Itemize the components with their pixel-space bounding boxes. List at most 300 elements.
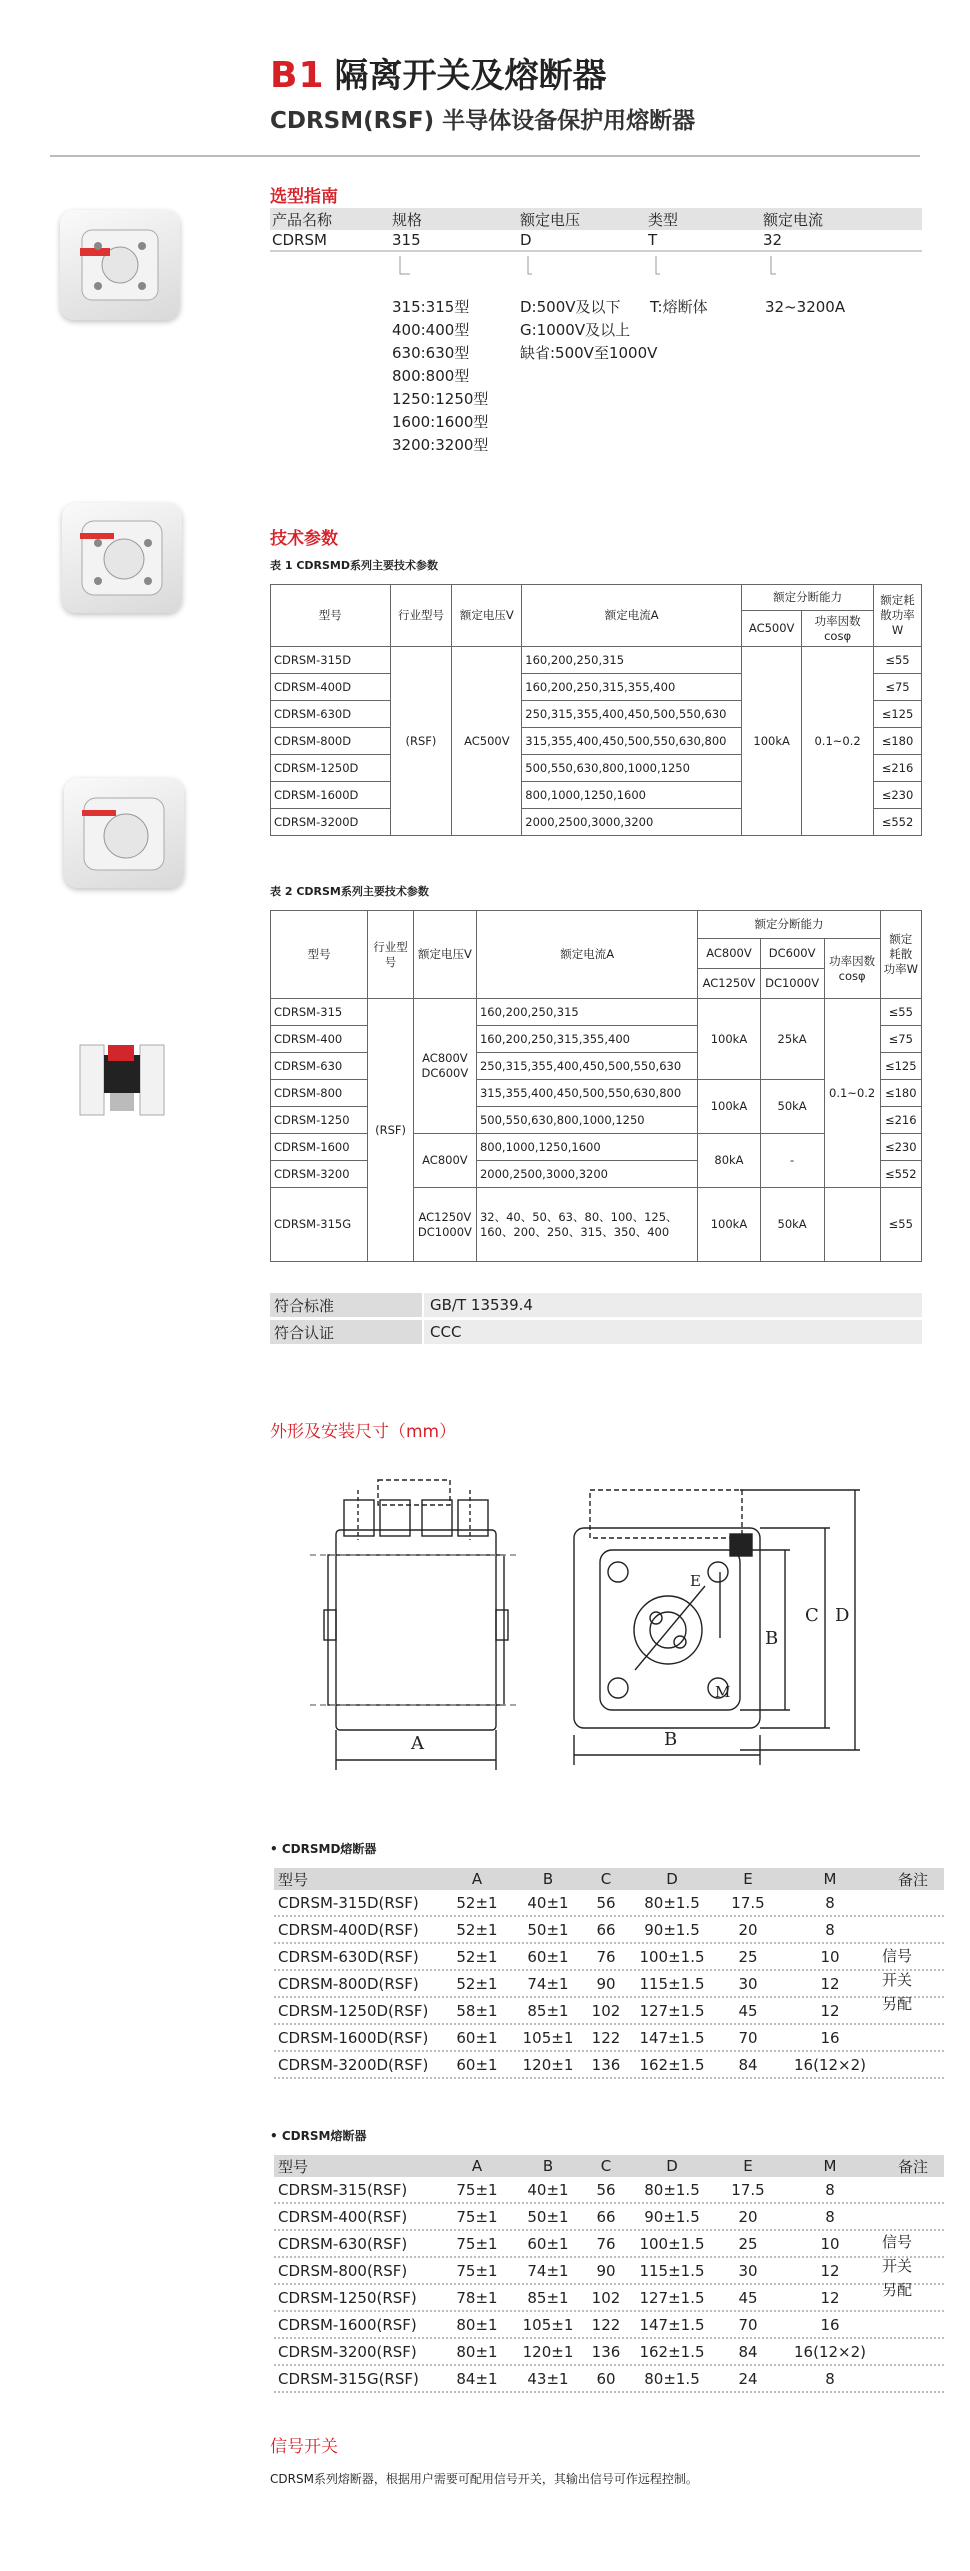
guide-connector-lines: [270, 254, 922, 294]
dims-cell: 66: [596, 1920, 616, 1939]
dims-cell: CDRSM-1250D(RSF): [278, 2001, 429, 2020]
voltage-option: D:500V及以下: [520, 298, 621, 316]
spec-options: [392, 296, 488, 457]
voltage-option: G:1000V及以上: [520, 321, 631, 339]
guide-cell: CDRSM: [272, 231, 327, 249]
dims-cell: 75±1: [456, 2180, 498, 2199]
t2-voltage-a: AC800V DC600V: [413, 999, 476, 1134]
dims-cell: 60±1: [456, 2055, 498, 2074]
guide-cell: 315: [392, 231, 421, 249]
dims-cell: 147±1.5: [639, 2315, 705, 2334]
dims-cell: 8: [825, 2207, 835, 2226]
t2-br: 100kA: [698, 1188, 760, 1262]
t1-current: 250,315,355,400,450,500,550,630: [522, 701, 742, 728]
dims-cell: 17.5: [731, 1893, 765, 1912]
t2-br: 100kA: [698, 999, 760, 1080]
dims-cell: 85±1: [527, 2288, 569, 2307]
signal-switch-icon: [70, 1015, 180, 1125]
dims-cell: 90: [596, 2261, 616, 2280]
dims-cell: 56: [596, 2180, 616, 2199]
dims-cell: 147±1.5: [639, 2028, 705, 2047]
dims-table-row: [274, 1890, 944, 1917]
dims-cell: 66: [596, 2207, 616, 2226]
dims-cell: 122: [591, 2315, 621, 2334]
cert-value: CCC: [422, 1320, 922, 1344]
signal-section-title: 信号开关: [270, 2437, 338, 2457]
t1-loss: ≤125: [874, 701, 922, 728]
t2-voltage-b: AC800V: [413, 1134, 476, 1188]
t2-h-voltage: 额定电压V: [413, 911, 476, 999]
spec-option: 630:630型: [392, 344, 470, 362]
dims-cell: 100±1.5: [639, 2234, 705, 2253]
dims-cell: 40±1: [527, 2180, 569, 2199]
dims-cell: CDRSM-400D(RSF): [278, 1920, 419, 1939]
dims-cell: 162±1.5: [639, 2055, 705, 2074]
t2-br: 50kA: [760, 1080, 824, 1134]
dims-table-1-body: [274, 1890, 944, 2079]
dims-cell: 16(12×2): [794, 2342, 866, 2361]
dims-cell: 30: [738, 2261, 758, 2280]
dims-cell: 122: [591, 2028, 621, 2047]
tech-section-title: 技术参数: [270, 529, 338, 549]
spec-option: 400:400型: [392, 321, 470, 339]
t2-current: 32、40、50、63、80、100、125、160、200、250、315、350、400: [476, 1188, 697, 1262]
product-photo-2: [62, 503, 182, 613]
dims-cell: 90±1.5: [644, 1920, 700, 1939]
dims-table-row: [274, 2025, 944, 2052]
guide-cell: 32: [763, 231, 783, 249]
dims-header-cell: A: [471, 1870, 483, 1888]
t1-loss: ≤230: [874, 782, 922, 809]
dims-cell: 25: [738, 1947, 758, 1966]
t1-current: 2000,2500,3000,3200: [522, 809, 742, 836]
dims-cell: CDRSM-315(RSF): [278, 2180, 408, 2199]
t1-current: 160,200,250,315,355,400: [522, 674, 742, 701]
guide-cell: D: [520, 231, 532, 249]
t1-h-voltage: 额定电压V: [452, 585, 522, 647]
dims-cell: 50±1: [527, 2207, 569, 2226]
guide-header-cell: 额定电压: [520, 210, 581, 229]
t2-model: CDRSM-400: [271, 1026, 368, 1053]
dims-header-cell: M: [823, 1870, 837, 1888]
t2-h-loss: 额定耗散功率W: [880, 911, 921, 999]
guide-section-title: 选型指南: [270, 187, 338, 207]
dims-header-cell: D: [666, 2157, 678, 2175]
dim-label-m: M: [715, 1683, 731, 1701]
t1-model: CDRSM-400D: [271, 674, 391, 701]
t2-br: 100kA: [698, 1080, 760, 1134]
dims-cell: 45: [738, 2288, 758, 2307]
dims-cell: 85±1: [527, 2001, 569, 2020]
t1-pf: 0.1~0.2: [802, 647, 874, 836]
dims-table-row: [274, 2366, 944, 2393]
t2-h-ac800: AC800V: [698, 939, 760, 969]
t2-h-industry: 行业型号: [368, 911, 414, 999]
t2-current: 2000,2500,3000,3200: [476, 1161, 697, 1188]
dims-section-title: 外形及安装尺寸（mm）: [270, 1422, 457, 1442]
dims-cell: CDRSM-800D(RSF): [278, 1974, 419, 1993]
t2-br: 25kA: [760, 999, 824, 1080]
dims-cell: 58±1: [456, 2001, 498, 2020]
t1-h-model: 型号: [271, 585, 391, 647]
t1-h-current: 额定电流A: [522, 585, 742, 647]
product-photo-1: [60, 210, 180, 320]
dim-label-a: A: [411, 1733, 424, 1754]
dims-table-row: [274, 2339, 944, 2366]
dims-header-cell: B: [542, 1870, 554, 1888]
dims-header-cell: D: [666, 1870, 678, 1888]
t1-model: CDRSM-630D: [271, 701, 391, 728]
t1-loss: ≤180: [874, 728, 922, 755]
dims-header-cell: C: [600, 2157, 612, 2175]
dims-cell: 80±1.5: [644, 2369, 700, 2388]
dims-cell: 50±1: [527, 1920, 569, 1939]
header-divider: [50, 155, 920, 157]
t2-current: 160,200,250,315: [476, 999, 697, 1026]
dims-cell: 105±1: [522, 2028, 574, 2047]
dims-table-2-body: [274, 2177, 944, 2393]
dims-cell: 60±1: [456, 2028, 498, 2047]
dims-header-cell: A: [471, 2157, 483, 2175]
guide-header-row: [270, 208, 922, 230]
t1-h-pf: 功率因数 cosφ: [802, 611, 874, 647]
dims-note-line: 开关: [881, 1971, 912, 1989]
dims-cell: 90±1.5: [644, 2207, 700, 2226]
t1-model: CDRSM-1600D: [271, 782, 391, 809]
dims-cell: CDRSM-1250(RSF): [278, 2288, 417, 2307]
product-photo-3: [64, 778, 184, 888]
dims-table2-title: • CDRSM熔断器: [270, 2129, 367, 2143]
dims-cell: 84: [738, 2342, 758, 2361]
type-option: T:熔断体: [650, 298, 708, 316]
t2-pf-blank: [824, 1188, 880, 1262]
t2-model: CDRSM-1250: [271, 1107, 368, 1134]
dims-header-cell: E: [743, 1870, 753, 1888]
dims-cell: 20: [738, 2207, 758, 2226]
t2-loss: ≤230: [880, 1134, 921, 1161]
t2-current: 800,1000,1250,1600: [476, 1134, 697, 1161]
dims-cell: 162±1.5: [639, 2342, 705, 2361]
spec-option: 1600:1600型: [392, 413, 489, 431]
dims-note-line: 另配: [881, 2281, 912, 2299]
t2-loss: ≤55: [880, 999, 921, 1026]
dims-cell: 102: [591, 2001, 621, 2020]
dims-cell: 136: [591, 2342, 621, 2361]
t2-loss: ≤125: [880, 1053, 921, 1080]
t1-loss: ≤75: [874, 674, 922, 701]
voltage-options: [520, 296, 657, 365]
dims-cell: 12: [820, 1974, 840, 1993]
dims-cell: 120±1: [522, 2055, 574, 2074]
dims-cell: 25: [738, 2234, 758, 2253]
dims-cell: 127±1.5: [639, 2288, 705, 2307]
t2-model: CDRSM-800: [271, 1080, 368, 1107]
dims-header-cell: M: [823, 2157, 837, 2175]
dims-cell: 127±1.5: [639, 2001, 705, 2020]
t2-current: 160,200,250,315,355,400: [476, 1026, 697, 1053]
guide-header-cell: 类型: [648, 210, 679, 229]
dims-cell: 10: [820, 1947, 840, 1966]
t2-loss: ≤75: [880, 1026, 921, 1053]
dims-cell: 16: [820, 2315, 840, 2334]
t2-model: CDRSM-1600: [271, 1134, 368, 1161]
standards-block: [270, 1293, 922, 1344]
dims-table-row: [274, 2312, 944, 2339]
dims-cell: 8: [825, 1920, 835, 1939]
t2-br: -: [760, 1134, 824, 1188]
t2-h-current: 额定电流A: [476, 911, 697, 999]
spec-option: 3200:3200型: [392, 436, 489, 454]
t1-current: 500,550,630,800,1000,1250: [522, 755, 742, 782]
guide-header-cell: 规格: [392, 210, 423, 229]
dims-cell: 8: [825, 1893, 835, 1912]
dims-cell: 16(12×2): [794, 2055, 866, 2074]
dims-cell: 70: [738, 2315, 758, 2334]
dims-table-1: [274, 1868, 944, 2079]
dim-label-b-bottom: B: [664, 1729, 678, 1750]
dims-table-row: [274, 1917, 944, 1944]
dims-cell: 52±1: [456, 1947, 498, 1966]
dims-cell: CDRSM-630D(RSF): [278, 1947, 419, 1966]
dims-cell: 43±1: [527, 2369, 569, 2388]
t2-model: CDRSM-630: [271, 1053, 368, 1080]
t2-current: 315,355,400,450,500,550,630,800: [476, 1080, 697, 1107]
dims-table-row: [274, 2231, 944, 2258]
dims-cell: 105±1: [522, 2315, 574, 2334]
standard-row: [270, 1293, 922, 1317]
t2-loss: ≤180: [880, 1080, 921, 1107]
dims-cell: CDRSM-3200(RSF): [278, 2342, 417, 2361]
dims-cell: 102: [591, 2288, 621, 2307]
dims-table-row: [274, 2285, 944, 2312]
t1-loss: ≤552: [874, 809, 922, 836]
dims-cell: 115±1.5: [639, 1974, 705, 1993]
table1-caption: 表 1 CDRSMD系列主要技术参数: [270, 559, 438, 572]
t1-breaking: 100kA: [742, 647, 802, 836]
dims-cell: 76: [596, 1947, 616, 1966]
dims-cell: 75±1: [456, 2207, 498, 2226]
dims-header-row: [274, 2155, 944, 2177]
dims-cell: CDRSM-1600(RSF): [278, 2315, 417, 2334]
dims-cell: CDRSM-3200D(RSF): [278, 2055, 429, 2074]
dims-cell: 45: [738, 2001, 758, 2020]
dims-cell: 80±1.5: [644, 1893, 700, 1912]
t2-industry: (RSF): [368, 999, 414, 1262]
t1-h-breaking: 额定分断能力: [742, 585, 874, 611]
dims-cell: 12: [820, 2288, 840, 2307]
dims-cell: CDRSM-400(RSF): [278, 2207, 408, 2226]
dims-table-row: [274, 1971, 944, 1998]
dims-table-row: [274, 2177, 944, 2204]
dims-cell: 40±1: [527, 1893, 569, 1912]
dim-label-b-side: B: [765, 1628, 779, 1649]
standard-label: 符合标准: [270, 1293, 422, 1317]
dims-cell: CDRSM-800(RSF): [278, 2261, 408, 2280]
dims-cell: 30: [738, 1974, 758, 1993]
voltage-option: 缺省:500V至1000V: [520, 344, 658, 362]
dims-table-row: [274, 2204, 944, 2231]
dims-header-cell: 型号: [278, 2157, 309, 2176]
dims-table-2: [274, 2155, 944, 2393]
current-options: [765, 296, 845, 319]
table2-caption: 表 2 CDRSM系列主要技术参数: [270, 885, 429, 898]
dims-cell: 8: [825, 2369, 835, 2388]
guide-cell: T: [648, 231, 658, 249]
dims-cell: 16: [820, 2028, 840, 2047]
dims-cell: 60±1: [527, 1947, 569, 1966]
signal-description: CDRSM系列熔断器，根据用户需要可配用信号开关，其输出信号可作远程控制。: [270, 2472, 698, 2486]
dims-cell: 20: [738, 1920, 758, 1939]
dims-cell: CDRSM-315G(RSF): [278, 2369, 419, 2388]
t1-current: 160,200,250,315: [522, 647, 742, 674]
dims-header-cell: 型号: [278, 1870, 309, 1889]
dim-label-d: D: [835, 1605, 850, 1626]
t2-model: CDRSM-315G: [271, 1188, 368, 1262]
t1-h-loss: 额定耗散功率W: [874, 585, 922, 647]
type-options: [650, 296, 708, 319]
dims-cell: 10: [820, 2234, 840, 2253]
page-title: [270, 48, 607, 97]
dims-header-cell: B: [542, 2157, 554, 2175]
t1-loss: ≤55: [874, 647, 922, 674]
fuse-image-icon: [62, 503, 182, 613]
t2-br: 80kA: [698, 1134, 760, 1188]
t2-voltage-c: AC1250V DC1000V: [413, 1188, 476, 1262]
t2-loss: ≤216: [880, 1107, 921, 1134]
t1-model: CDRSM-800D: [271, 728, 391, 755]
fuse-image-icon: [64, 778, 184, 888]
dims-cell: CDRSM-315D(RSF): [278, 1893, 419, 1912]
dims-cell: 70: [738, 2028, 758, 2047]
t1-h-industry: 行业型号: [390, 585, 452, 647]
dims-header-cell: 备注: [897, 1870, 928, 1889]
t2-h-dc600: DC600V: [760, 939, 824, 969]
dims-cell: 12: [820, 2001, 840, 2020]
cert-label: 符合认证: [270, 1320, 422, 1344]
page-subtitle: CDRSM(RSF) 半导体设备保护用熔断器: [270, 108, 696, 134]
dims-header-row: [274, 1868, 944, 1890]
t1-current: 800,1000,1250,1600: [522, 782, 742, 809]
dim-label-c: C: [805, 1605, 819, 1626]
dims-cell: 52±1: [456, 1974, 498, 1993]
spec-table-2: [270, 910, 922, 1262]
dims-cell: 12: [820, 2261, 840, 2280]
guide-table: [270, 208, 922, 252]
t1-model: CDRSM-1250D: [271, 755, 391, 782]
t1-voltage: AC500V: [452, 647, 522, 836]
dims-cell: 115±1.5: [639, 2261, 705, 2280]
dims-cell: 136: [591, 2055, 621, 2074]
dims-cell: 75±1: [456, 2234, 498, 2253]
spec-table-1: [270, 584, 922, 836]
t2-loss: ≤55: [880, 1188, 921, 1262]
dims-note-line: 信号: [881, 2233, 912, 2251]
t2-br: 50kA: [760, 1188, 824, 1262]
dims-cell: 80±1.5: [644, 2180, 700, 2199]
t2-model: CDRSM-315: [271, 999, 368, 1026]
dims-cell: 60±1: [527, 2234, 569, 2253]
t2-h-breaking: 额定分断能力: [698, 911, 880, 939]
dims-table-row: [274, 1944, 944, 1971]
dims-note-line: 另配: [881, 1995, 912, 2013]
dims-cell: CDRSM-630(RSF): [278, 2234, 408, 2253]
dims-cell: 90: [596, 1974, 616, 1993]
dims-cell: 75±1: [456, 2261, 498, 2280]
t2-h-pf: 功率因数 cosφ: [824, 939, 880, 999]
dims-header-cell: 备注: [897, 2157, 928, 2176]
guide-header-cell: 产品名称: [272, 210, 333, 229]
dims-cell: 100±1.5: [639, 1947, 705, 1966]
dims-table1-title: • CDRSMD熔断器: [270, 1842, 377, 1856]
section-code: B1: [270, 55, 325, 96]
dims-header-cell: C: [600, 1870, 612, 1888]
dims-cell: 8: [825, 2180, 835, 2199]
dims-cell: 52±1: [456, 1920, 498, 1939]
spec-option: 315:315型: [392, 298, 470, 316]
t2-loss: ≤552: [880, 1161, 921, 1188]
dims-cell: 80±1: [456, 2342, 498, 2361]
t1-current: 315,355,400,450,500,550,630,800: [522, 728, 742, 755]
dims-cell: 56: [596, 1893, 616, 1912]
t2-pf: 0.1~0.2: [824, 999, 880, 1188]
guide-example-row: [270, 230, 922, 252]
dims-cell: 78±1: [456, 2288, 498, 2307]
dims-cell: 120±1: [522, 2342, 574, 2361]
signal-switch-photo: [70, 1015, 180, 1125]
current-option: 32~3200A: [765, 298, 846, 316]
t2-h-model: 型号: [271, 911, 368, 999]
dims-cell: 24: [738, 2369, 758, 2388]
dims-table-row: [274, 1998, 944, 2025]
dims-cell: 52±1: [456, 1893, 498, 1912]
guide-header-cell: 额定电流: [763, 210, 824, 229]
spec-option: 1250:1250型: [392, 390, 489, 408]
dims-cell: 74±1: [527, 1974, 569, 1993]
t1-h-ac500: AC500V: [742, 611, 802, 647]
dims-cell: 84: [738, 2055, 758, 2074]
dims-cell: 17.5: [731, 2180, 765, 2199]
spec-option: 800:800型: [392, 367, 470, 385]
dims-cell: 80±1: [456, 2315, 498, 2334]
dims-table-row: [274, 2258, 944, 2285]
dims-note-line: 开关: [881, 2257, 912, 2275]
dims-cell: CDRSM-1600D(RSF): [278, 2028, 429, 2047]
section-title: 隔离开关及熔断器: [334, 56, 607, 96]
dims-table-row: [274, 2052, 944, 2079]
dim-label-e: E: [690, 1572, 701, 1590]
standard-value: GB/T 13539.4: [422, 1293, 922, 1317]
dims-cell: 76: [596, 2234, 616, 2253]
dims-header-cell: E: [743, 2157, 753, 2175]
t1-loss: ≤216: [874, 755, 922, 782]
dims-cell: 60: [596, 2369, 616, 2388]
t1-industry: (RSF): [390, 647, 452, 836]
dims-note-line: 信号: [881, 1947, 912, 1965]
dims-note-1: [866, 1944, 928, 2016]
dims-note-2: [866, 2230, 928, 2302]
t1-model: CDRSM-3200D: [271, 809, 391, 836]
cert-row: [270, 1320, 922, 1344]
t2-h-dc1000: DC1000V: [760, 969, 824, 999]
t2-current: 250,315,355,400,450,500,550,630: [476, 1053, 697, 1080]
dims-cell: 84±1: [456, 2369, 498, 2388]
fuse-image-icon: [60, 210, 180, 320]
t2-current: 500,550,630,800,1000,1250: [476, 1107, 697, 1134]
t1-model: CDRSM-315D: [271, 647, 391, 674]
dims-cell: 74±1: [527, 2261, 569, 2280]
t2-model: CDRSM-3200: [271, 1161, 368, 1188]
t2-h-ac1250: AC1250V: [698, 969, 760, 999]
